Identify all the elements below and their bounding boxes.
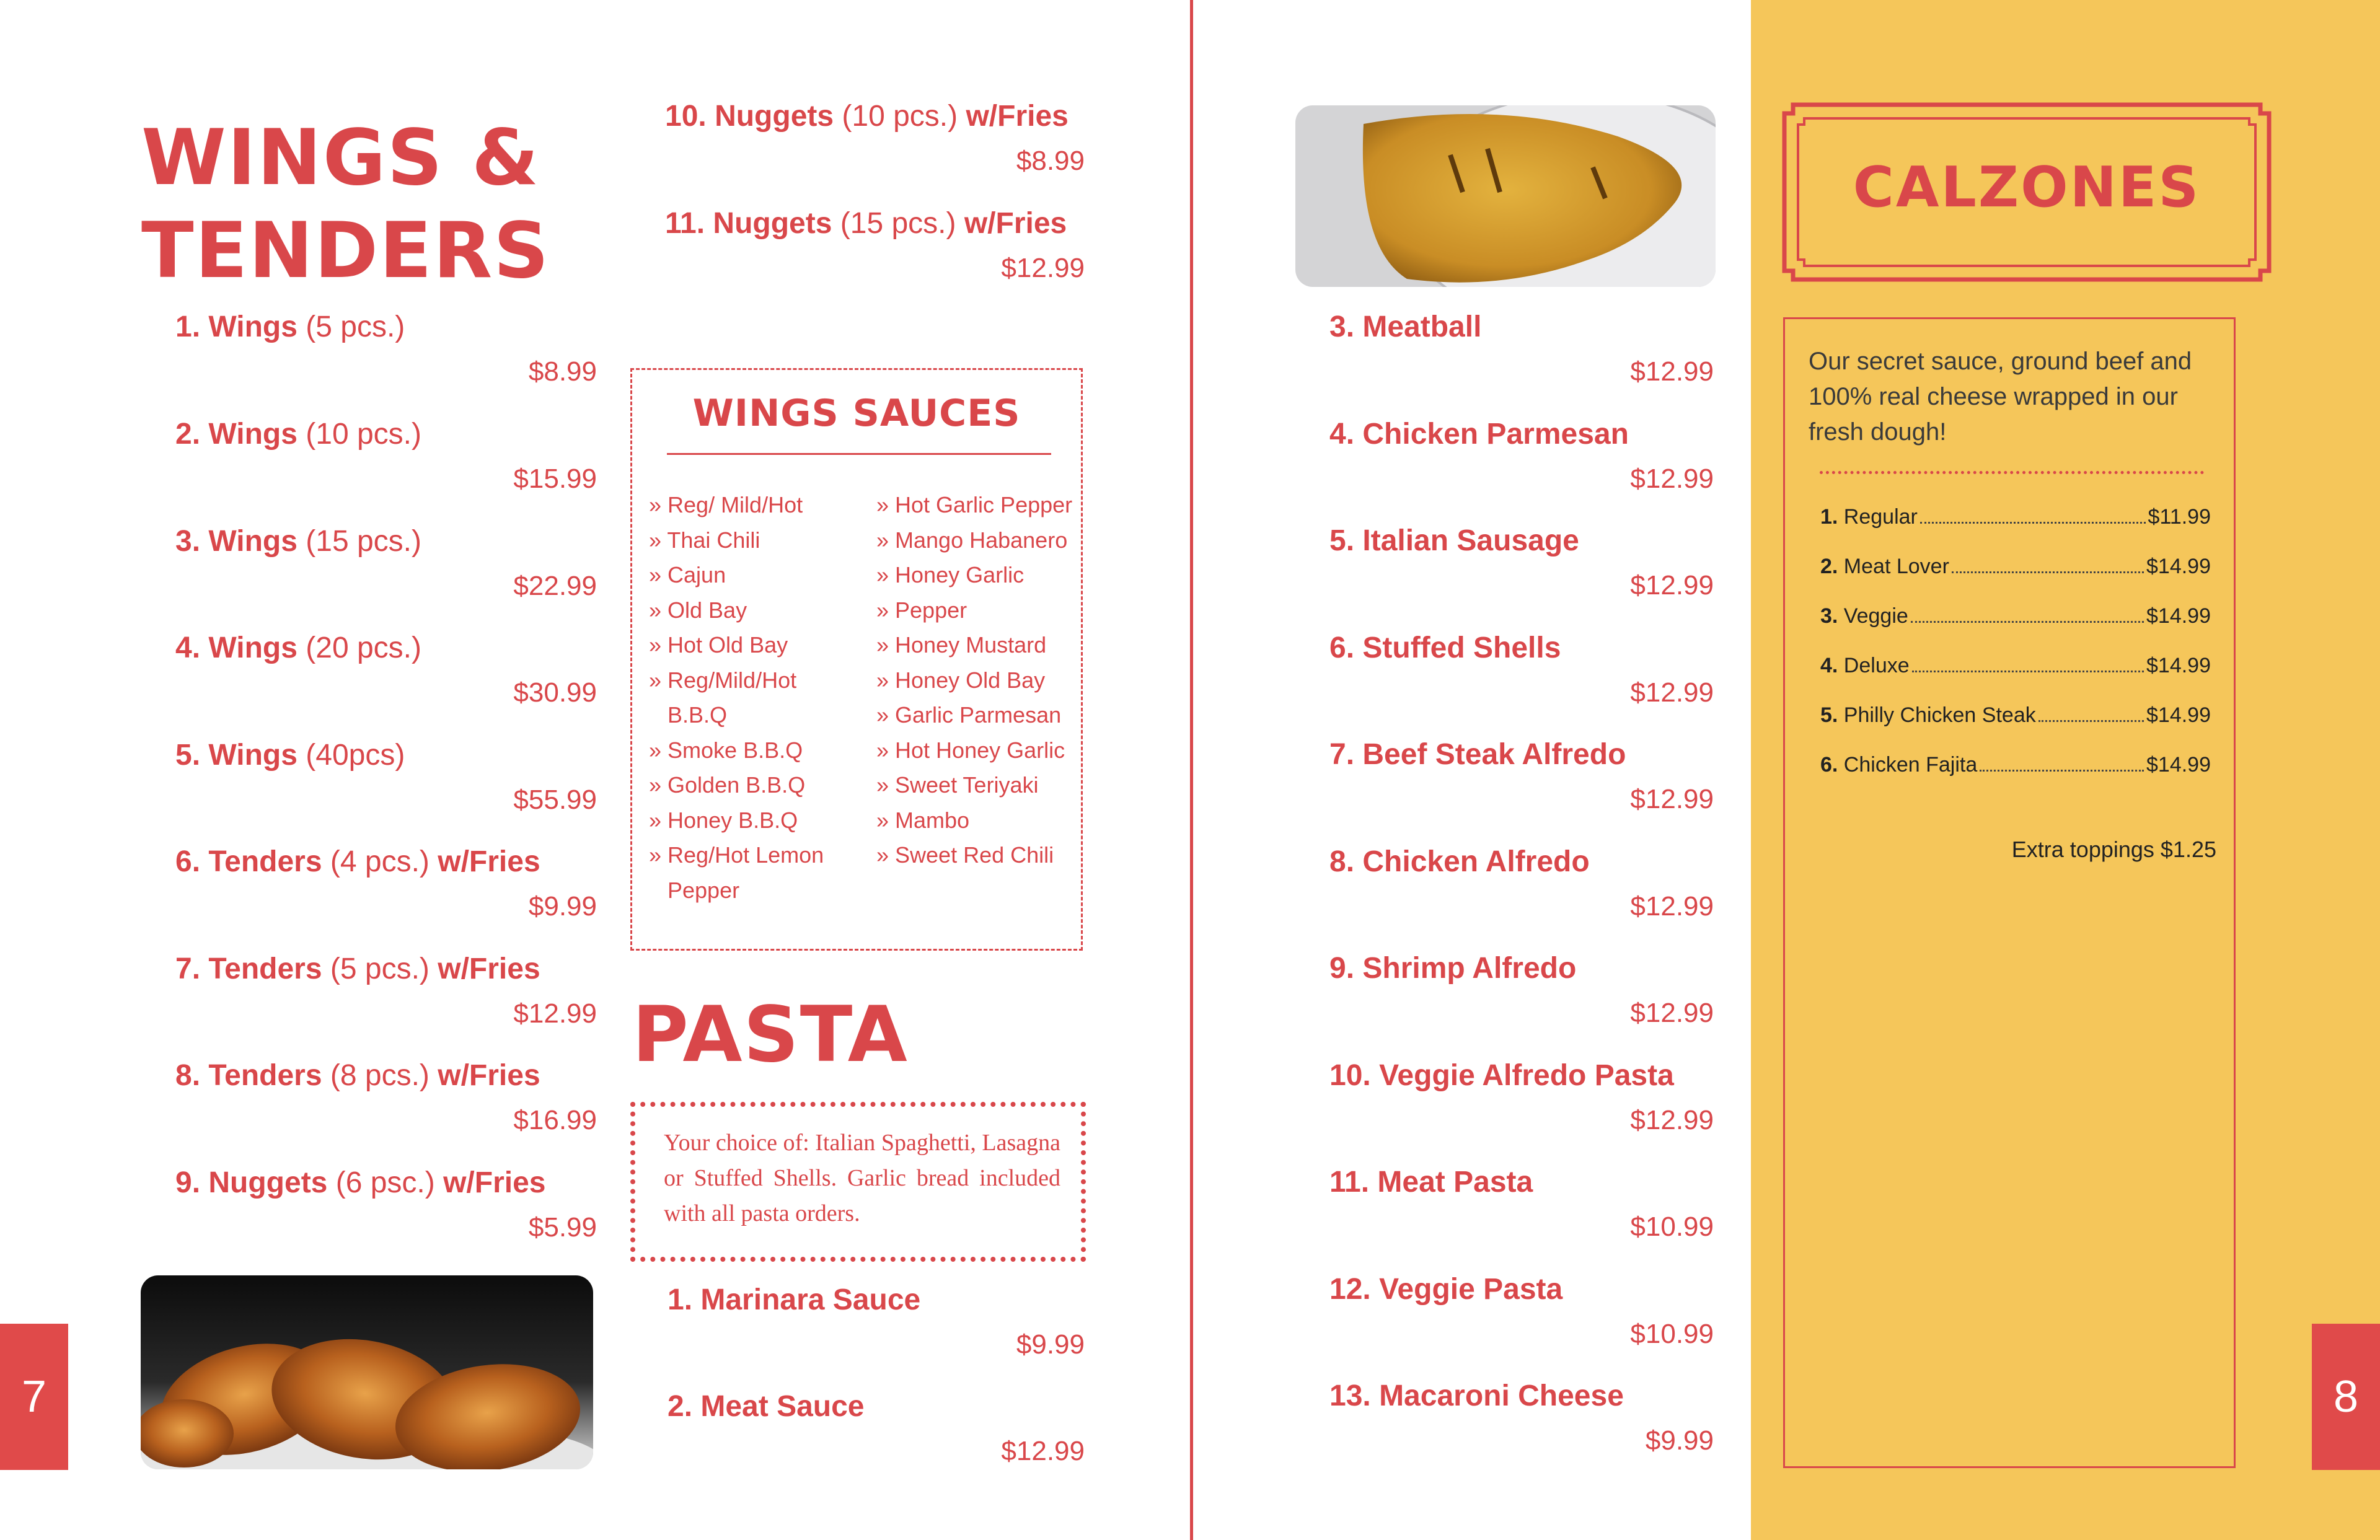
item-price: $55.99 <box>513 785 597 815</box>
extra-toppings: Extra toppings $1.25 <box>2011 837 2216 862</box>
item-name: 12. Veggie Pasta <box>1329 1273 1563 1306</box>
list-item <box>175 310 597 387</box>
item-name: 5. Wings <box>175 739 298 772</box>
sauce-item: » Honey Mustard <box>876 632 1047 658</box>
item-name: 3. Meatball <box>1329 310 1482 343</box>
wings-title-line2: TENDERS <box>141 206 550 296</box>
item-price: $9.99 <box>1016 1329 1085 1360</box>
list-item <box>175 1166 597 1243</box>
sauce-item: » Garlic Parmesan <box>876 702 1062 728</box>
item-price: $8.99 <box>1016 146 1085 176</box>
list-item <box>1820 703 2211 728</box>
sauce-item: » Honey B.B.Q <box>649 807 798 833</box>
list-item <box>1329 1272 1714 1350</box>
item-suffix: w/Fries <box>966 100 1069 133</box>
item-suffix: w/Fries <box>438 845 540 878</box>
item-name: 10. Veggie Alfredo Pasta <box>1329 1059 1674 1092</box>
sauce-item: » Reg/ Mild/Hot <box>649 492 803 517</box>
item-name: 4. Chicken Parmesan <box>1329 418 1629 451</box>
item-suffix: w/Fries <box>438 953 540 985</box>
dotted-separator <box>1820 471 2204 474</box>
item-price: $12.99 <box>1630 356 1714 387</box>
item-price: $12.99 <box>1630 570 1714 601</box>
list-item <box>1329 1058 1714 1136</box>
list-item <box>1820 654 2211 678</box>
item-name: 2. Wings <box>175 418 298 451</box>
list-item <box>1329 1379 1714 1456</box>
sauce-item: » Smoke B.B.Q <box>649 737 803 763</box>
list-item <box>1329 417 1714 495</box>
item-price: $14.99 <box>2146 654 2211 677</box>
item-qty: (5 pcs.) <box>297 310 405 343</box>
list-item <box>1329 631 1714 708</box>
item-price: $5.99 <box>528 1212 597 1243</box>
list-item <box>175 1058 597 1136</box>
sauce-item: Pepper <box>649 877 740 903</box>
sauce-item: » Reg/Hot Lemon <box>649 842 824 868</box>
item-name: 2. Meat Sauce <box>668 1390 865 1423</box>
wings-title <box>141 112 550 297</box>
sauce-item: » Mango Habanero <box>876 527 1068 553</box>
sauces-title-underline <box>667 453 1051 455</box>
item-name: 9. Nuggets <box>175 1166 328 1199</box>
item-price: $14.99 <box>2146 703 2211 727</box>
item-price: $10.99 <box>1630 1212 1714 1242</box>
list-item <box>668 1389 1085 1467</box>
item-price: $12.99 <box>1630 1105 1714 1135</box>
calzones-description: Our secret sauce, ground beef and 100% real cheese wrapped in our fresh dough! <box>1809 348 2192 446</box>
item-number: 5. <box>1820 703 1838 727</box>
list-item <box>175 631 597 708</box>
list-item <box>1820 604 2211 628</box>
item-qty: (15 pcs.) <box>832 207 964 240</box>
list-item <box>1820 505 2211 529</box>
sauce-item: » Sweet Red Chili <box>876 842 1054 868</box>
item-qty: (10 pcs.) <box>834 100 966 133</box>
wings-photo <box>141 1275 593 1469</box>
item-name: 8. Tenders <box>175 1059 322 1092</box>
item-price: $12.99 <box>1630 677 1714 708</box>
item-name: Meat Lover <box>1838 555 1949 578</box>
item-name: Regular <box>1838 505 1918 529</box>
item-qty: (15 pcs.) <box>297 525 421 558</box>
item-qty: (8 pcs.) <box>322 1059 438 1092</box>
sauce-item: » Mambo <box>876 807 970 833</box>
item-price: $10.99 <box>1630 1319 1714 1349</box>
item-name: 3. Wings <box>175 525 298 558</box>
item-price: $12.99 <box>1001 253 1085 283</box>
calzones-list <box>1820 505 2211 815</box>
item-number: 1. <box>1820 505 1838 529</box>
sauce-item: » Hot Garlic Pepper <box>876 492 1073 517</box>
item-name: 7. Beef Steak Alfredo <box>1329 738 1626 771</box>
item-number: 2. <box>1820 555 1838 578</box>
page-number-left: 7 <box>0 1324 68 1470</box>
item-price: $12.99 <box>513 998 597 1029</box>
item-price: $8.99 <box>528 356 597 387</box>
item-price: $12.99 <box>1630 784 1714 814</box>
pasta-title: PASTA <box>632 990 909 1080</box>
page-divider <box>1190 0 1193 1540</box>
item-price: $11.99 <box>2148 505 2211 529</box>
item-price: $12.99 <box>1630 891 1714 922</box>
item-name: 11. Meat Pasta <box>1329 1166 1533 1199</box>
item-name: 9. Shrimp Alfredo <box>1329 952 1577 985</box>
item-suffix: w/Fries <box>964 207 1067 240</box>
sauce-item: » Honey Old Bay <box>876 667 1046 693</box>
item-name: 8. Chicken Alfredo <box>1329 845 1590 878</box>
item-name: 4. Wings <box>175 631 298 664</box>
list-item <box>1329 737 1714 815</box>
item-suffix: w/Fries <box>443 1166 546 1199</box>
item-number: 3. <box>1820 604 1838 628</box>
list-item <box>1820 753 2211 777</box>
item-price: $30.99 <box>513 677 597 708</box>
sauce-item: » Cajun <box>649 562 726 587</box>
item-name: Philly Chicken Steak <box>1838 703 2036 727</box>
item-qty: (5 pcs.) <box>322 953 438 985</box>
list-item <box>1329 524 1714 601</box>
list-item <box>1329 951 1714 1029</box>
item-price: $14.99 <box>2146 604 2211 628</box>
sauce-item: » Hot Old Bay <box>649 632 788 658</box>
item-price: $14.99 <box>2146 753 2211 777</box>
list-item <box>175 952 597 1029</box>
pasta-description-box <box>630 1102 1086 1262</box>
list-item <box>175 845 597 922</box>
calzones-box <box>1783 317 2236 1468</box>
wings-image <box>141 1275 593 1469</box>
calzones-title: CALZONES <box>1853 155 2201 220</box>
item-name: Veggie <box>1838 604 1908 628</box>
item-price: $14.99 <box>2146 555 2211 578</box>
sauce-item: » Pepper <box>876 597 967 623</box>
item-price: $15.99 <box>513 464 597 494</box>
item-price: $9.99 <box>1645 1425 1714 1456</box>
sauces-right-column <box>876 488 1072 873</box>
item-qty: (10 pcs.) <box>297 418 421 451</box>
item-price: $9.99 <box>528 891 597 922</box>
item-name: Chicken Fajita <box>1838 753 1978 777</box>
item-name: 1. Marinara Sauce <box>668 1283 921 1316</box>
sauce-item: B.B.Q <box>649 702 728 728</box>
list-item <box>665 206 1085 284</box>
item-name: 13. Macaroni Cheese <box>1329 1379 1624 1412</box>
list-item <box>175 738 597 816</box>
sauces-box <box>630 368 1083 951</box>
sauce-item: » Old Bay <box>649 597 747 623</box>
list-item <box>1820 555 2211 579</box>
sauce-item: » Thai Chili <box>649 527 760 553</box>
calzones-panel <box>1751 0 2380 1540</box>
page-number-right: 8 <box>2312 1324 2380 1470</box>
calzone-photo <box>1295 105 1716 287</box>
item-name: 6. Tenders <box>175 845 322 878</box>
pasta-description: Your choice of: Italian Spaghetti, Lasagna or Stuffed Shells. Garlic bread included with all pasta orders. <box>664 1130 1060 1226</box>
list-item <box>1329 310 1714 387</box>
item-price: $12.99 <box>1630 464 1714 494</box>
item-qty: (40pcs) <box>297 739 405 772</box>
item-price: $12.99 <box>1630 998 1714 1028</box>
sauce-item: » Reg/Mild/Hot <box>649 667 797 693</box>
item-price: $12.99 <box>1001 1436 1085 1466</box>
list-item <box>175 417 597 495</box>
item-price: $16.99 <box>513 1105 597 1135</box>
item-suffix: w/Fries <box>438 1059 540 1092</box>
wings-title-line1: WINGS & <box>141 113 540 203</box>
item-name: 6. Stuffed Shells <box>1329 631 1561 664</box>
sauces-title: WINGS SAUCES <box>692 392 1021 435</box>
sauce-item: » Sweet Teriyaki <box>876 772 1039 798</box>
list-item <box>668 1283 1085 1360</box>
sauce-item: » Hot Honey Garlic <box>876 737 1065 763</box>
list-item <box>665 99 1085 177</box>
item-name: 7. Tenders <box>175 953 322 985</box>
calzones-title-frame <box>1782 102 2272 282</box>
list-item <box>1329 845 1714 922</box>
sauce-item: » Golden B.B.Q <box>649 772 806 798</box>
sauce-item: » Honey Garlic <box>876 562 1025 587</box>
list-item <box>1329 1165 1714 1243</box>
sauces-left-column <box>649 488 824 908</box>
item-number: 4. <box>1820 654 1838 677</box>
item-qty: (4 pcs.) <box>322 845 438 878</box>
item-qty: (6 psc.) <box>327 1166 444 1199</box>
item-name: 10. Nuggets <box>665 100 834 133</box>
calzone-image <box>1295 105 1716 287</box>
list-item <box>175 524 597 602</box>
item-name: 11. Nuggets <box>665 207 832 240</box>
item-name: 5. Italian Sausage <box>1329 524 1579 557</box>
item-number: 6. <box>1820 753 1838 777</box>
item-name: 1. Wings <box>175 310 298 343</box>
item-qty: (20 pcs.) <box>297 631 421 664</box>
item-price: $22.99 <box>513 571 597 601</box>
item-name: Deluxe <box>1838 654 1910 677</box>
